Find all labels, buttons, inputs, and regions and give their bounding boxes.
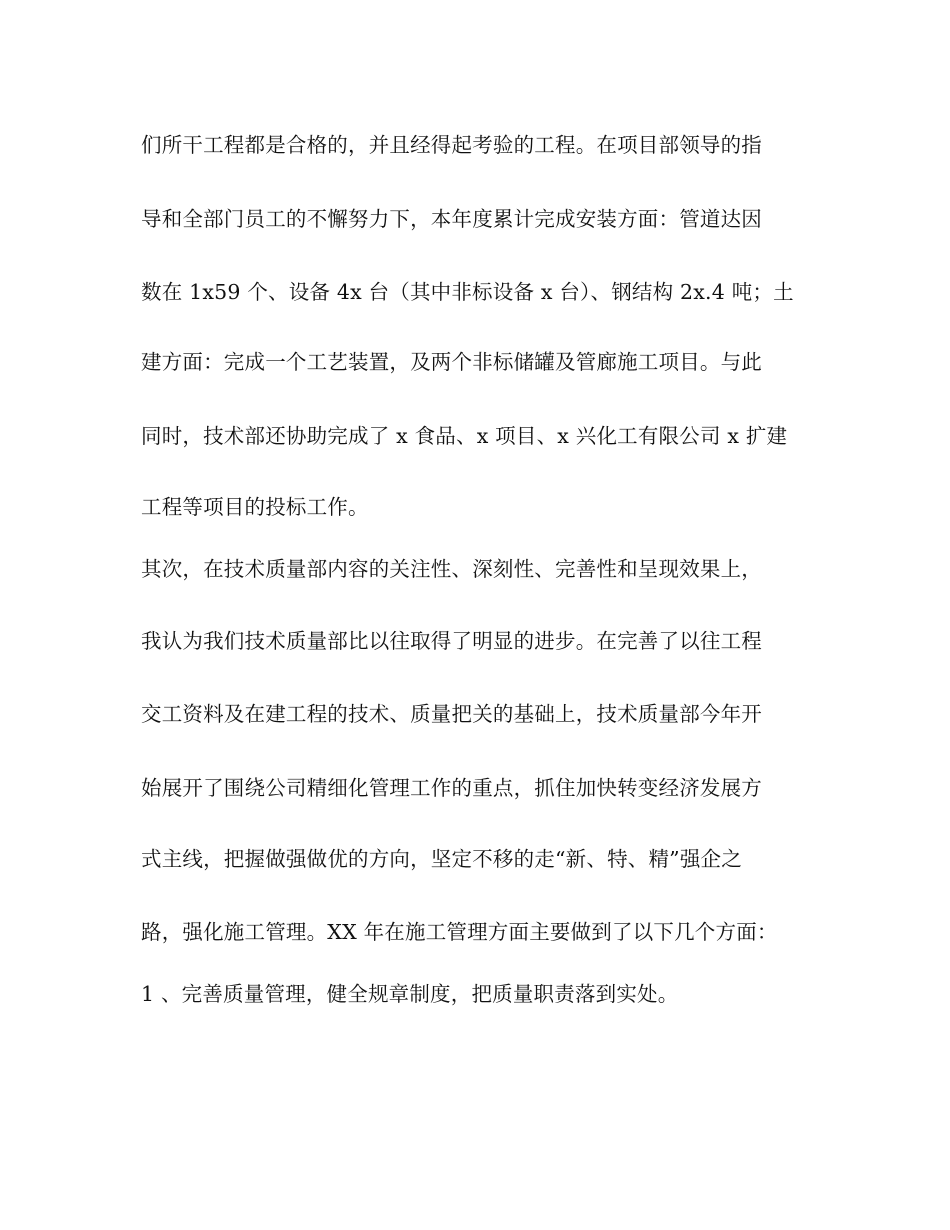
text-line-12: 路，强化施工管理。XX 年在施工管理方面主要做到了以下几个方面： [141, 920, 778, 944]
text-line-11: 式主线，把握做强做优的方向，坚定不移的走“新、特、精”强企之 [141, 847, 742, 871]
text-line-8: 我认为我们技术质量部比以往取得了明显的进步。在完善了以往工程 [141, 629, 762, 653]
text-line-9: 交工资料及在建工程的技术、质量把关的基础上，技术质量部今年开 [141, 702, 762, 726]
text-line-10: 始展开了围绕公司精细化管理工作的重点，抓住加快转变经济发展方 [141, 776, 762, 800]
text-line-5: 同时，技术部还协助完成了 x 食品、x 项目、x 兴化工有限公司 x 扩建 [141, 424, 788, 448]
text-line-13: 1 、完善质量管理，健全规章制度，把质量职责落到实处。 [141, 982, 679, 1006]
text-line-6: 工程等项目的投标工作。 [141, 495, 369, 519]
text-line-1: 们所干工程都是合格的，并且经得起考验的工程。在项目部领导的指 [141, 133, 762, 157]
text-line-4: 建方面：完成一个工艺装置，及两个非标储罐及管廊施工项目。与此 [141, 350, 762, 374]
text-line-2: 导和全部门员工的不懈努力下，本年度累计完成安装方面：管道达因 [141, 207, 762, 231]
text-line-3: 数在 1x59 个、设备 4x 台（其中非标设备 x 台）、钢结构 2x.4 吨；土 [141, 280, 794, 304]
text-line-7: 其次，在技术质量部内容的关注性、深刻性、完善性和呈现效果上， [141, 557, 762, 581]
